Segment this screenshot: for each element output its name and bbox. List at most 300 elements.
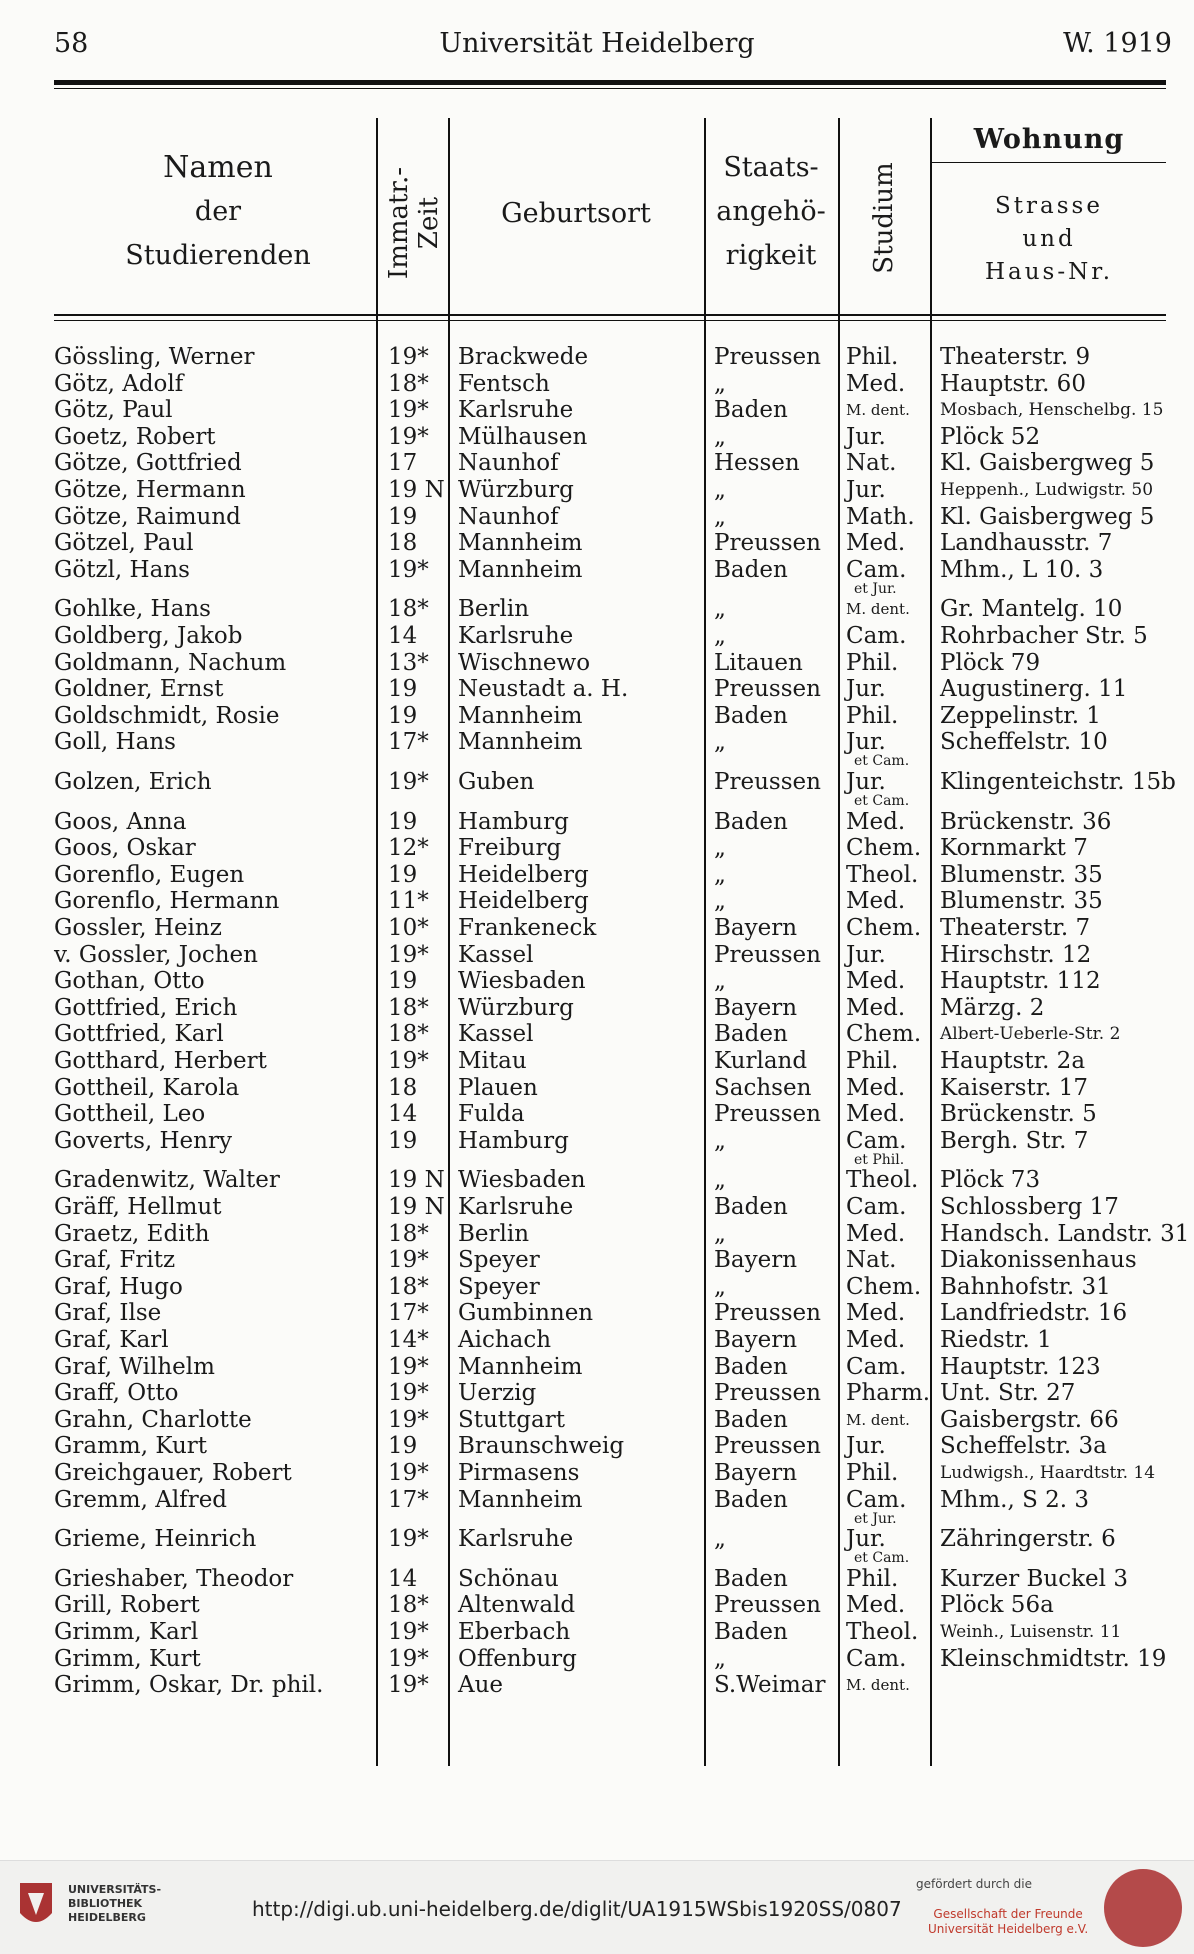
row-birthplace: Hamburg — [458, 808, 569, 835]
row-name: Goos, Oskar — [54, 835, 196, 862]
row-immatr: 19* — [388, 941, 429, 968]
row-address: Theaterstr. 7 — [940, 915, 1091, 941]
row-immatr: 18* — [388, 370, 429, 397]
row-immatr: 18* — [388, 1021, 429, 1048]
row-immatr: 19 — [388, 676, 418, 703]
row-nationality: „ — [714, 477, 726, 503]
column-divider-1 — [376, 118, 378, 1766]
row-nationality: „ — [714, 888, 726, 915]
row-study-secondary: et Cam. — [854, 753, 910, 770]
row-study-secondary: et Cam. — [854, 793, 910, 809]
row-name: Gradenwitz, Walter — [54, 1167, 280, 1194]
row-address: Gaisbergstr. 66 — [940, 1406, 1119, 1433]
row-nationality: Preussen — [714, 1380, 821, 1407]
row-birthplace: Naunhof — [458, 450, 559, 477]
row-nationality: „ — [714, 729, 726, 756]
row-immatr: 19* — [388, 1406, 429, 1433]
row-address: Riedstr. 1 — [940, 1327, 1052, 1353]
row-birthplace: Heidelberg — [458, 861, 589, 888]
row-study: Theol. — [846, 1167, 919, 1194]
row-birthplace: Aichach — [458, 1327, 552, 1353]
row-name: Graf, Wilhelm — [54, 1353, 215, 1380]
row-study: Chem. — [846, 835, 922, 862]
row-study: Med. — [846, 1101, 906, 1128]
row-study-secondary: et Cam. — [854, 1550, 910, 1567]
row-birthplace: Hamburg — [458, 1127, 569, 1154]
row-immatr: 19* — [388, 423, 429, 450]
nationality-column-header: Staats- angehö- rigkeit — [716, 152, 826, 271]
row-address: Brückenstr. 5 — [940, 1101, 1097, 1128]
row-immatr: 14* — [388, 1327, 429, 1353]
row-nationality: Baden — [714, 1353, 788, 1380]
society-name: Gesellschaft der Freunde Universität Heidelberg e.V. — [928, 1907, 1089, 1936]
row-address: Scheffelstr. 10 — [940, 729, 1108, 756]
row-immatr: 19* — [388, 769, 429, 795]
row-study: Jur. — [846, 1433, 886, 1460]
row-name: Goetz, Robert — [54, 423, 216, 450]
row-study: Chem. — [846, 915, 922, 941]
row-birthplace: Schönau — [458, 1565, 559, 1592]
column-divider-5 — [930, 118, 932, 1766]
column-divider-4 — [838, 118, 840, 1766]
row-birthplace: Mannheim — [458, 1353, 583, 1380]
row-name: Goldmann, Nachum — [54, 649, 287, 676]
row-immatr: 19 — [388, 1433, 418, 1460]
row-nationality: „ — [714, 1220, 726, 1247]
row-name: Goldberg, Jakob — [54, 623, 243, 649]
row-birthplace: Braunschweig — [458, 1433, 625, 1460]
row-address: Klingenteichstr. 15b — [940, 769, 1176, 795]
row-address: Kleinschmidtstr. 19 — [940, 1645, 1167, 1672]
row-nationality: „ — [714, 835, 726, 862]
row-immatr: 14 — [388, 1101, 418, 1128]
row-birthplace: Mannheim — [458, 729, 583, 756]
row-name: Graf, Fritz — [54, 1247, 176, 1274]
row-nationality: Baden — [714, 1619, 788, 1645]
row-birthplace: Kassel — [458, 941, 534, 968]
row-immatr: 19* — [388, 1619, 429, 1645]
row-immatr: 19* — [388, 1353, 429, 1380]
row-nationality: „ — [714, 968, 726, 995]
row-name: Gohlke, Hans — [54, 596, 211, 623]
row-birthplace: Aue — [458, 1672, 504, 1699]
row-birthplace: Frankeneck — [458, 915, 597, 941]
row-immatr: 19 N — [388, 1167, 445, 1194]
row-immatr: 10* — [388, 915, 429, 941]
row-birthplace: Brackwede — [458, 344, 589, 370]
row-study-secondary: et Jur. — [854, 580, 897, 597]
row-name: Goldschmidt, Rosie — [54, 702, 280, 729]
row-name: Gramm, Kurt — [54, 1433, 208, 1460]
row-birthplace: Mülhausen — [458, 423, 588, 450]
row-study-secondary: et Jur. — [854, 1510, 897, 1527]
row-birthplace: Karlsruhe — [458, 623, 574, 649]
row-name: Gossler, Heinz — [54, 915, 222, 941]
row-nationality: „ — [714, 1645, 726, 1672]
row-nationality: Bayern — [714, 1327, 798, 1353]
row-study: Jur. — [846, 477, 886, 503]
row-study: Pharm. — [846, 1380, 931, 1407]
row-name: v. Gossler, Jochen — [54, 941, 258, 968]
row-address: Landhausstr. 7 — [940, 530, 1113, 557]
row-study: Phil. — [846, 649, 899, 676]
row-immatr: 18* — [388, 1592, 429, 1619]
row-name: Götzel, Paul — [54, 530, 194, 557]
row-address: Hirschstr. 12 — [940, 941, 1092, 968]
row-nationality: „ — [714, 503, 726, 530]
row-address: Plöck 73 — [940, 1167, 1041, 1194]
row-birthplace: Stuttgart — [458, 1406, 565, 1433]
row-name: Götzl, Hans — [54, 556, 190, 583]
row-study: Nat. — [846, 1247, 897, 1274]
row-nationality: Bayern — [714, 994, 798, 1021]
row-study: Chem. — [846, 1021, 922, 1048]
row-study: Phil. — [846, 702, 899, 729]
row-name: Goll, Hans — [54, 729, 176, 756]
row-address: Brückenstr. 36 — [940, 808, 1112, 835]
row-birthplace: Offenburg — [458, 1645, 577, 1672]
row-address: Zeppelinstr. 1 — [940, 702, 1101, 729]
row-study: Jur. — [846, 729, 886, 756]
row-address: Rohrbacher Str. 5 — [940, 623, 1148, 649]
row-address: Hauptstr. 2a — [940, 1048, 1086, 1074]
row-name: Goos, Anna — [54, 808, 187, 835]
row-birthplace: Uerzig — [458, 1380, 537, 1407]
row-birthplace: Neustadt a. H. — [458, 676, 629, 703]
row-study: Chem. — [846, 1273, 922, 1300]
funded-by-label: gefördert durch die — [916, 1877, 1032, 1891]
names-column-header: Namen der Studierenden — [125, 150, 311, 271]
row-name: Grill, Robert — [54, 1592, 200, 1619]
row-nationality: „ — [714, 596, 726, 623]
row-name: Götze, Hermann — [54, 477, 246, 503]
row-address: Mosbach, Henschelbg. 15 — [940, 400, 1164, 421]
row-address: Weinh., Luisenstr. 11 — [940, 1622, 1122, 1642]
row-study: M. dent. — [846, 1676, 910, 1695]
row-study: Jur. — [846, 676, 886, 703]
row-address: Gr. Mantelg. 10 — [940, 596, 1123, 623]
row-study: Cam. — [846, 623, 907, 649]
row-birthplace: Pirmasens — [458, 1460, 580, 1486]
row-nationality: „ — [714, 370, 726, 397]
row-name: Golzen, Erich — [54, 769, 212, 795]
row-immatr: 18* — [388, 1273, 429, 1300]
row-study: Jur. — [846, 941, 886, 968]
row-address: Ludwigsh., Haardtstr. 14 — [940, 1463, 1156, 1483]
row-nationality: Preussen — [714, 769, 821, 795]
row-study: Med. — [846, 808, 906, 835]
row-name: Götze, Gottfried — [54, 450, 242, 477]
row-immatr: 13* — [388, 649, 429, 676]
row-immatr: 18* — [388, 1220, 429, 1247]
row-immatr: 19* — [388, 1247, 429, 1274]
row-nationality: „ — [714, 1127, 726, 1154]
row-name: Gremm, Alfred — [54, 1486, 228, 1513]
row-immatr: 19* — [388, 397, 429, 424]
row-birthplace: Freiburg — [458, 835, 562, 862]
row-immatr: 19* — [388, 556, 429, 583]
row-birthplace: Berlin — [458, 596, 530, 623]
header-thick-rule — [54, 80, 1166, 85]
row-nationality: „ — [714, 1526, 726, 1553]
row-name: Gorenflo, Hermann — [54, 888, 280, 915]
row-name: Goldner, Ernst — [54, 676, 224, 703]
row-name: Graf, Ilse — [54, 1300, 162, 1327]
column-divider-2 — [448, 118, 450, 1766]
row-study: Phil. — [846, 1565, 899, 1592]
row-study: Jur. — [846, 423, 886, 450]
row-name: Götze, Raimund — [54, 503, 241, 530]
row-address: Albert-Ueberle-Str. 2 — [940, 1024, 1121, 1045]
row-birthplace: Altenwald — [458, 1592, 576, 1619]
row-nationality: Hessen — [714, 450, 800, 477]
row-address: Zähringerstr. 6 — [940, 1526, 1116, 1553]
row-address: Hauptstr. 60 — [940, 370, 1086, 397]
row-immatr: 17* — [388, 729, 429, 756]
study-column-header: Studium — [869, 162, 899, 274]
row-name: Graf, Hugo — [54, 1273, 183, 1300]
row-study: Med. — [846, 888, 906, 915]
row-immatr: 19* — [388, 1460, 429, 1486]
immatr-column-header: Immatr.- Zeit — [384, 166, 444, 280]
row-study: Phil. — [846, 1048, 899, 1074]
row-study: Cam. — [846, 1353, 907, 1380]
row-study: Nat. — [846, 450, 897, 477]
row-nationality: Baden — [714, 1406, 788, 1433]
row-address: Handsch. Landstr. 31 — [940, 1220, 1190, 1247]
row-birthplace: Heidelberg — [458, 888, 589, 915]
row-birthplace: Wiesbaden — [458, 968, 586, 995]
row-nationality: Baden — [714, 1021, 788, 1048]
row-birthplace: Karlsruhe — [458, 1526, 574, 1553]
row-immatr: 14 — [388, 623, 418, 649]
row-address: Diakonissenhaus — [940, 1247, 1137, 1274]
row-study: Med. — [846, 530, 906, 557]
row-study: Jur. — [846, 1526, 886, 1553]
page-number: 58 — [54, 28, 89, 59]
row-immatr: 18 — [388, 1074, 418, 1101]
row-nationality: Preussen — [714, 1592, 821, 1619]
row-name: Grieshaber, Theodor — [54, 1565, 294, 1592]
row-birthplace: Mannheim — [458, 702, 583, 729]
row-address: Hauptstr. 123 — [940, 1353, 1101, 1380]
header-thin-rule — [54, 88, 1166, 89]
row-nationality: Kurland — [714, 1048, 808, 1074]
row-study: Math. — [846, 503, 915, 530]
row-address: Hauptstr. 112 — [940, 968, 1101, 995]
row-immatr: 11* — [388, 888, 429, 915]
row-address: Kl. Gaisbergweg 5 — [940, 450, 1155, 477]
birthplace-column-header: Geburtsort — [501, 198, 651, 229]
row-study: Med. — [846, 1074, 906, 1101]
row-address: Kurzer Buckel 3 — [940, 1565, 1128, 1592]
row-nationality: Baden — [714, 1486, 788, 1513]
row-immatr: 19* — [388, 344, 429, 370]
row-name: Gössling, Werner — [54, 344, 255, 370]
row-nationality: Preussen — [714, 530, 821, 557]
row-birthplace: Mitau — [458, 1048, 527, 1074]
row-address: Schlossberg 17 — [940, 1194, 1119, 1220]
street-column-header: Strasse und Haus-Nr. — [984, 193, 1114, 285]
row-immatr: 17 — [388, 450, 418, 477]
row-birthplace: Mannheim — [458, 530, 583, 557]
row-address: Plöck 52 — [940, 423, 1041, 450]
row-study: Cam. — [846, 1645, 907, 1672]
row-study: Cam. — [846, 556, 907, 583]
library-name: UNIVERSITÄTS- BIBLIOTHEK HEIDELBERG — [68, 1883, 162, 1924]
row-nationality: Bayern — [714, 915, 798, 941]
column-divider-3 — [704, 118, 706, 1766]
row-study-secondary: et Phil. — [854, 1151, 905, 1168]
row-nationality: „ — [714, 1273, 726, 1300]
row-immatr: 19* — [388, 1380, 429, 1407]
row-nationality: Preussen — [714, 344, 821, 370]
row-immatr: 17* — [388, 1486, 429, 1513]
row-study: Cam. — [846, 1127, 907, 1154]
row-immatr: 19* — [388, 1048, 429, 1074]
footer-bar — [0, 1860, 1194, 1954]
row-nationality: Preussen — [714, 941, 821, 968]
row-birthplace: Würzburg — [458, 994, 574, 1021]
row-address: Blumenstr. 35 — [940, 861, 1103, 888]
row-nationality: „ — [714, 423, 726, 450]
row-nationality: Bayern — [714, 1247, 798, 1274]
row-birthplace: Eberbach — [458, 1619, 571, 1645]
row-name: Gorenflo, Eugen — [54, 861, 245, 888]
row-address: Mhm., L 10. 3 — [940, 556, 1104, 583]
row-study: Jur. — [846, 769, 886, 795]
row-name: Gottfried, Erich — [54, 994, 238, 1021]
row-immatr: 14 — [388, 1565, 418, 1592]
row-name: Goverts, Henry — [54, 1127, 232, 1154]
row-address: Kaiserstr. 17 — [940, 1074, 1089, 1101]
row-address: Märzg. 2 — [940, 994, 1045, 1021]
row-name: Grimm, Oskar, Dr. phil. — [54, 1672, 324, 1699]
row-nationality: „ — [714, 1167, 726, 1194]
row-study: Cam. — [846, 1194, 907, 1220]
row-address: Kl. Gaisbergweg 5 — [940, 503, 1155, 530]
row-birthplace: Speyer — [458, 1247, 540, 1274]
row-birthplace: Fulda — [458, 1101, 525, 1128]
row-study: Med. — [846, 1327, 906, 1353]
row-birthplace: Guben — [458, 769, 535, 795]
university-seal-icon — [1104, 1869, 1182, 1947]
row-address: Plöck 79 — [940, 649, 1041, 676]
row-immatr: 12* — [388, 835, 429, 862]
row-study: M. dent. — [846, 1410, 910, 1429]
row-study: Cam. — [846, 1486, 907, 1513]
row-nationality: Baden — [714, 702, 788, 729]
row-immatr: 19 — [388, 503, 418, 530]
row-birthplace: Wischnewo — [458, 649, 591, 676]
column-header-rule-1 — [54, 314, 1166, 316]
row-birthplace: Gumbinnen — [458, 1300, 594, 1327]
source-url[interactable]: http://digi.ub.uni-heidelberg.de/diglit/UA1915WSbis1920SS/0807 — [252, 1897, 902, 1921]
row-birthplace: Würzburg — [458, 477, 574, 503]
row-nationality: Baden — [714, 1565, 788, 1592]
row-nationality: Preussen — [714, 676, 821, 703]
page-title: Universität Heidelberg — [439, 28, 755, 59]
row-study: Phil. — [846, 344, 899, 370]
row-nationality: Preussen — [714, 1433, 821, 1460]
row-nationality: Litauen — [714, 649, 803, 676]
row-name: Graetz, Edith — [54, 1220, 210, 1247]
library-logo-icon — [12, 1879, 60, 1935]
row-study: Med. — [846, 968, 906, 995]
row-name: Götz, Adolf — [54, 370, 184, 397]
row-name: Gothan, Otto — [54, 968, 205, 995]
row-name: Grahn, Charlotte — [54, 1406, 252, 1433]
row-birthplace: Wiesbaden — [458, 1167, 586, 1194]
row-immatr: 19 N — [388, 477, 445, 503]
residence-subrule — [932, 162, 1166, 163]
row-address: Mhm., S 2. 3 — [940, 1486, 1090, 1513]
row-name: Götz, Paul — [54, 397, 173, 424]
row-study: M. dent. — [846, 401, 910, 420]
row-immatr: 19* — [388, 1645, 429, 1672]
row-immatr: 19* — [388, 1526, 429, 1553]
row-study: Theol. — [846, 861, 919, 888]
row-name: Gottheil, Leo — [54, 1101, 206, 1128]
row-name: Grimm, Karl — [54, 1619, 199, 1645]
row-name: Greichgauer, Robert — [54, 1460, 292, 1486]
row-immatr: 19 N — [388, 1194, 445, 1220]
row-birthplace: Berlin — [458, 1220, 530, 1247]
row-nationality: Baden — [714, 808, 788, 835]
row-name: Grieme, Heinrich — [54, 1526, 257, 1553]
row-immatr: 18* — [388, 994, 429, 1021]
column-header-rule-2 — [54, 320, 1166, 321]
row-address: Bahnhofstr. 31 — [940, 1273, 1111, 1300]
row-immatr: 19 — [388, 861, 418, 888]
row-name: Gottfried, Karl — [54, 1021, 224, 1048]
row-study: Med. — [846, 1220, 906, 1247]
row-study: M. dent. — [846, 600, 910, 619]
row-immatr: 19 — [388, 808, 418, 835]
row-nationality: Preussen — [714, 1101, 821, 1128]
row-nationality: Baden — [714, 397, 788, 424]
row-nationality: Preussen — [714, 1300, 821, 1327]
row-immatr: 18* — [388, 596, 429, 623]
residence-column-header: Wohnung — [973, 124, 1125, 155]
row-birthplace: Mannheim — [458, 556, 583, 583]
row-nationality: „ — [714, 861, 726, 888]
row-name: Graff, Otto — [54, 1380, 179, 1407]
row-address: Blumenstr. 35 — [940, 888, 1103, 915]
row-address: Heppenh., Ludwigstr. 50 — [940, 480, 1154, 500]
row-name: Gotthard, Herbert — [54, 1048, 267, 1074]
row-study: Theol. — [846, 1619, 919, 1645]
row-address: Landfriedstr. 16 — [940, 1300, 1128, 1327]
row-study: Phil. — [846, 1460, 899, 1486]
row-nationality: Sachsen — [714, 1074, 812, 1101]
row-address: Bergh. Str. 7 — [940, 1127, 1089, 1154]
row-name: Gottheil, Karola — [54, 1074, 240, 1101]
row-birthplace: Kassel — [458, 1021, 534, 1048]
row-study: Med. — [846, 370, 906, 397]
row-birthplace: Naunhof — [458, 503, 559, 530]
row-nationality: „ — [714, 623, 726, 649]
row-name: Gräff, Hellmut — [54, 1194, 222, 1220]
row-address: Scheffelstr. 3a — [940, 1433, 1107, 1460]
row-birthplace: Speyer — [458, 1273, 540, 1300]
row-birthplace: Fentsch — [458, 370, 550, 397]
row-immatr: 19 — [388, 1127, 418, 1154]
row-study: Med. — [846, 994, 906, 1021]
row-birthplace: Karlsruhe — [458, 397, 574, 424]
row-birthplace: Karlsruhe — [458, 1194, 574, 1220]
row-address: Augustinerg. 11 — [940, 676, 1128, 703]
